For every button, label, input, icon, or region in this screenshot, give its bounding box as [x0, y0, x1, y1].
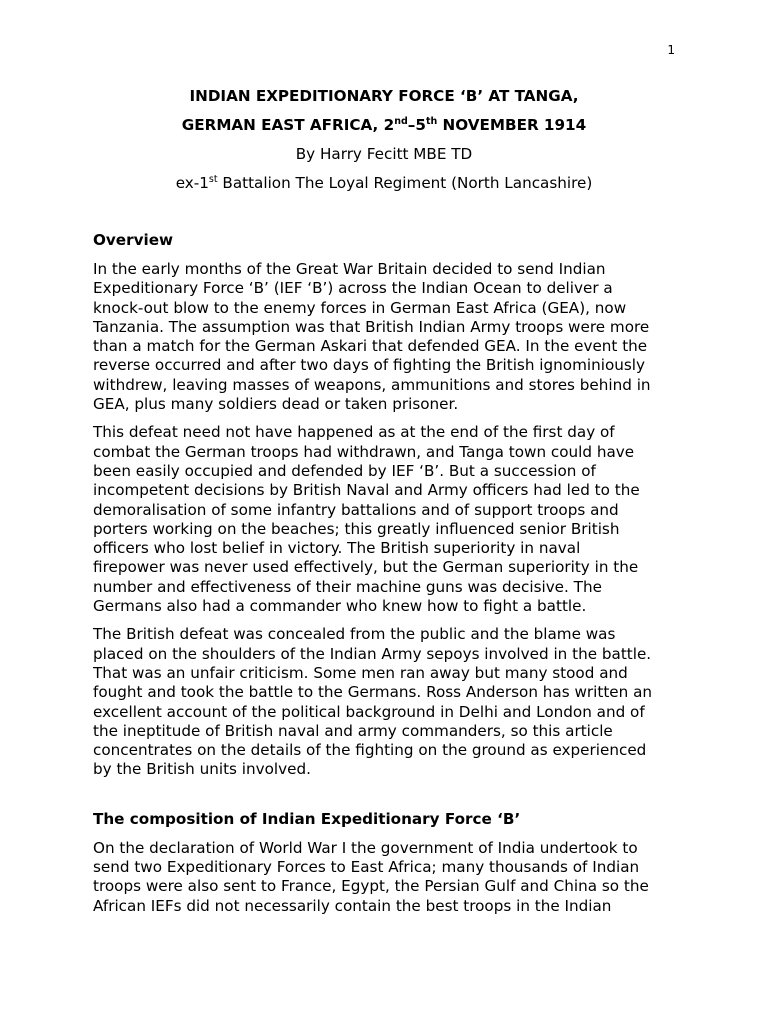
paragraph-line: than a match for the German Askari that defended GEA. In the event the: [93, 337, 648, 356]
section-heading: The composition of Indian Expeditionary Force ‘B’: [93, 809, 521, 828]
paragraph-line: troops were also sent to France, Egypt, the Persian Gulf and China so the: [93, 877, 649, 896]
document-body: [93, 230, 693, 925]
page-number: 1: [667, 43, 675, 57]
paragraph-line: incompetent decisions by British Naval and Army officers had led to the: [93, 481, 640, 500]
paragraph-line: withdrew, leaving masses of weapons, ammunitions and stores behind in: [93, 375, 651, 394]
paragraph-line: number and effectiveness of their machine guns was decisive. The: [93, 577, 602, 596]
body-paragraph: [93, 260, 693, 414]
paragraph-line: demoralisation of some infantry battalions and of support troops and: [93, 500, 619, 519]
paragraph-line: combat the German troops had withdrawn, and Tanga town could have: [93, 442, 635, 461]
paragraph-line: GEA, plus many soldiers dead or taken prisoner.: [93, 395, 459, 414]
body-paragraph: [93, 423, 693, 616]
paragraph-line: officers who lost belief in victory. The British superiority in naval: [93, 539, 581, 558]
paragraph-line: African IEFs did not necessarily contain the best troops in the Indian: [93, 896, 612, 915]
document-title-line-2: GERMAN EAST AFRICA, 2nd–5th NOVEMBER 1914: [181, 116, 587, 134]
paragraph-line: Tanzania. The assumption was that British Indian Army troops were more: [93, 317, 650, 336]
paragraph-line: Expeditionary Force ‘B’ (IEF ‘B’) across the Indian Ocean to deliver a: [93, 279, 613, 298]
paragraph-line: placed on the shoulders of the Indian Army sepoys involved in the battle.: [93, 644, 652, 663]
paragraph-line: concentrates on the details of the fighting on the ground as experienced: [93, 741, 647, 760]
paragraph-line: On the declaration of World War I the government of India undertook to: [93, 838, 638, 857]
paragraph-line: the ineptitude of British naval and army commanders, so this article: [93, 721, 613, 740]
body-paragraph: [93, 625, 693, 779]
paragraph-line: reverse occurred and after two days of fighting the British ignominiously: [93, 356, 645, 375]
paragraph-line: That was an unfair criticism. Some men ran away but many stood and: [93, 663, 628, 682]
paragraph-line: by the British units involved.: [93, 760, 311, 779]
paragraph-line: This defeat need not have happened as at the end of the first day of: [93, 423, 615, 442]
paragraph-line: knock-out blow to the enemy forces in German East Africa (GEA), now: [93, 298, 627, 317]
paragraph-line: fought and took the battle to the Germans. Ross Anderson has written an: [93, 683, 653, 702]
paragraph-line: firepower was never used effectively, but the German superiority in the: [93, 558, 639, 577]
paragraph-line: porters working on the beaches; this greatly influenced senior British: [93, 519, 620, 538]
author-affiliation: ex-1st Battalion The Loyal Regiment (North Lancashire): [175, 174, 593, 192]
paragraph-line: send two Expeditionary Forces to East Africa; many thousands of Indian: [93, 858, 640, 877]
body-paragraph: [93, 839, 693, 916]
document-header: [0, 86, 768, 193]
document-title-line-1: INDIAN EXPEDITIONARY FORCE ‘B’ AT TANGA,: [189, 87, 579, 105]
section-heading: Overview: [93, 231, 174, 249]
paragraph-line: Germans also had a commander who knew how to fight a battle.: [93, 597, 587, 616]
author-byline: By Harry Fecitt MBE TD: [295, 145, 473, 163]
paragraph-line: In the early months of the Great War Britain decided to send Indian: [93, 260, 606, 278]
paragraph-line: excellent account of the political background in Delhi and London and of: [93, 702, 645, 721]
paragraph-line: been easily occupied and defended by IEF ‘B’. But a succession of: [93, 461, 596, 480]
section-spacer: [93, 789, 693, 809]
paragraph-line: The British defeat was concealed from the public and the blame was: [93, 625, 616, 644]
